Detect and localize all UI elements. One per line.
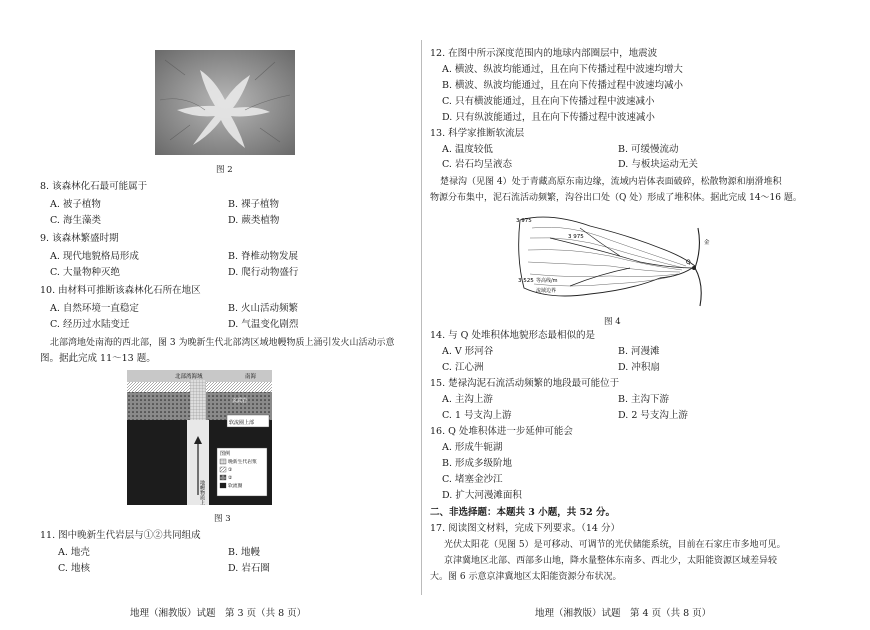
q10-stem: 10. 由材料可推断该森林化石所在地区 bbox=[40, 285, 201, 296]
q13-stem: 13. 科学家推断软流层 bbox=[430, 128, 525, 139]
q14-option-d: D. 冲积扇 bbox=[618, 362, 660, 373]
fig3-legend-2: ① bbox=[228, 468, 233, 473]
q11-option-c: C. 地核 bbox=[58, 563, 90, 574]
q8-stem: 8. 该森林化石最可能属于 bbox=[40, 181, 148, 192]
q17-line3: 大。图 6 示意京津冀地区太阳能资源分布状况。 bbox=[430, 572, 622, 582]
q11-stem: 11. 图中晚新生代岩层与①②共同组成 bbox=[40, 530, 201, 541]
q15-option-a: A. 主沟上游 bbox=[442, 394, 493, 405]
q10-option-a: A. 自然环境一直稳定 bbox=[50, 303, 139, 314]
fig3-label-basalt: 玄武岩 bbox=[232, 398, 248, 404]
q13-option-c: C. 岩石均呈液态 bbox=[442, 159, 512, 170]
fig3-diagram bbox=[127, 370, 272, 505]
q16-option-c: C. 堵塞金沙江 bbox=[442, 474, 503, 485]
q8-option-c: C. 海生藻类 bbox=[50, 215, 101, 226]
q15-stem: 15. 楚禄沟泥石流活动频繁的地段最可能位于 bbox=[430, 378, 620, 389]
q14-option-a: A. V 形河谷 bbox=[442, 346, 494, 357]
passage2-line2: 图。据此完成 11～13 题。 bbox=[40, 353, 156, 364]
fig2-caption: 图 2 bbox=[216, 165, 233, 175]
q12-option-b: B. 横波、纵波均能通过，且在向下传播过程中波速均减小 bbox=[442, 80, 684, 91]
q16-option-b: B. 形成多级阶地 bbox=[442, 458, 513, 469]
fig2-fossil-photo bbox=[155, 50, 295, 155]
fig4-label-q: Q bbox=[686, 259, 691, 266]
fig3-label-upwell: 地幔物质上涌 bbox=[199, 480, 205, 505]
q9-stem: 9. 该森林繁盛时期 bbox=[40, 233, 119, 244]
fig4-label-stream: 流域边界 bbox=[536, 288, 557, 294]
q11-option-b: B. 地幔 bbox=[228, 547, 261, 558]
q15-option-d: D. 2 号支沟上游 bbox=[618, 410, 688, 421]
fig3-label-top: 北部湾海域 bbox=[175, 374, 203, 380]
fig3-label-mantle-top: 软流圈上部 bbox=[229, 420, 255, 426]
fig3-caption: 图 3 bbox=[214, 514, 231, 524]
column-divider bbox=[421, 40, 422, 595]
q17-line2: 京津冀地区北部、西部多山地，降水量整体东南多、西北少，太阳能资源区域差异较 bbox=[444, 556, 778, 566]
q11-option-d: D. 岩石圈 bbox=[228, 563, 270, 574]
q8-option-a: A. 被子植物 bbox=[50, 199, 101, 210]
fig4-elev-3: 3 525 bbox=[518, 278, 534, 284]
fig4-elev-2: 3 975 bbox=[568, 234, 584, 240]
fig3-legend-title: 图例 bbox=[220, 451, 231, 457]
q12-option-c: C. 只有横波能通过，且在向下传播过程中波速减小 bbox=[442, 96, 655, 107]
fig3-legend-4: 软流圈 bbox=[228, 484, 243, 489]
passage2-line1: 北部湾地处南海的西北部，图 3 为晚新生代北部湾区域地幔物质上涌引发火山活动示意 bbox=[50, 338, 395, 348]
fig3-label-south: 南海 bbox=[245, 374, 257, 380]
q14-stem: 14. 与 Q 处堆积体地貌形态最相似的是 bbox=[430, 330, 595, 341]
q12-option-d: D. 只有纵波能通过，且在向下传播过程中波速减小 bbox=[442, 112, 655, 123]
fig3-legend-1: 晚新生代岩浆 bbox=[228, 460, 257, 465]
q8-option-d: D. 蕨类植物 bbox=[228, 215, 280, 226]
q13-option-a: A. 温度较低 bbox=[442, 144, 493, 155]
passage3-line2: 物源分布集中，泥石流活动频繁，沟谷出口处（Q 处）形成了堆积体。据此完成 14～16 题。 bbox=[430, 193, 802, 203]
q16-option-a: A. 形成牛轭湖 bbox=[442, 442, 503, 453]
q12-stem: 12. 在图中所示深度范围内的地球内部圈层中，地震波 bbox=[430, 48, 658, 59]
q9-option-a: A. 现代地貌格局形成 bbox=[50, 251, 139, 262]
q9-option-c: C. 大量物种灭绝 bbox=[50, 267, 120, 278]
q16-stem: 16. Q 处堆积体进一步延伸可能会 bbox=[430, 426, 573, 437]
q14-option-c: C. 江心洲 bbox=[442, 362, 484, 373]
fig4-label-contour: 等高线/m bbox=[536, 278, 558, 284]
q16-option-d: D. 扩大河漫滩面积 bbox=[442, 490, 522, 501]
q17-line1: 光伏太阳花（见图 5）是可移动、可调节的光伏储能系统，目前在石家庄市多地可见。 bbox=[444, 540, 786, 550]
q10-option-b: B. 火山活动频繁 bbox=[228, 303, 299, 314]
q15-option-c: C. 1 号支沟上游 bbox=[442, 410, 512, 421]
q10-option-d: D. 气温变化剧烈 bbox=[228, 319, 299, 330]
q15-option-b: B. 主沟下游 bbox=[618, 394, 670, 405]
q10-option-c: C. 经历过水陆变迁 bbox=[50, 319, 130, 330]
q8-option-b: B. 裸子植物 bbox=[228, 199, 280, 210]
q14-option-b: B. 河漫滩 bbox=[618, 346, 660, 357]
q13-option-b: B. 可缓慢流动 bbox=[618, 144, 679, 155]
q12-option-a: A. 横波、纵波均能通过，且在向下传播过程中波速均增大 bbox=[442, 64, 683, 75]
q13-option-d: D. 与板块运动无关 bbox=[618, 159, 698, 170]
q9-option-d: D. 爬行动物盛行 bbox=[228, 267, 299, 278]
footer-right: 地理（湘教版）试题 第 4 页（共 8 页） bbox=[535, 608, 712, 619]
fig4-label-river: 金 bbox=[704, 240, 710, 246]
q17-stem: 17. 阅读图文材料，完成下列要求。（14 分） bbox=[430, 523, 620, 534]
footer-left: 地理（湘教版）试题 第 3 页（共 8 页） bbox=[130, 608, 307, 619]
section2-heading: 二、非选择题：本题共 3 小题，共 52 分。 bbox=[430, 507, 616, 518]
fig3-legend-3: ② bbox=[228, 476, 233, 481]
fig4-caption: 图 4 bbox=[604, 317, 621, 327]
fig4-elev-1: 3 975 bbox=[516, 218, 532, 224]
q11-option-a: A. 地壳 bbox=[58, 547, 90, 558]
fig4-map bbox=[510, 208, 715, 308]
q9-option-b: B. 脊椎动物发展 bbox=[228, 251, 299, 262]
passage3-line1: 楚禄沟（见图 4）处于青藏高原东南边缘，流域内岩体表面破碎，松散物源和崩滑堆积 bbox=[440, 177, 782, 187]
